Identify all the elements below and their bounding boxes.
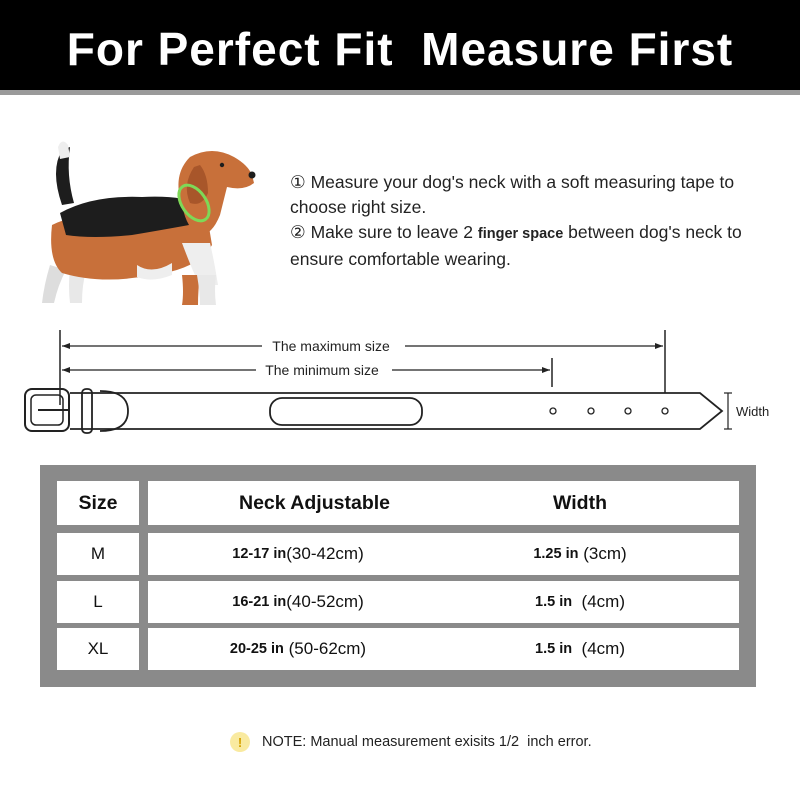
size-cell-m: M: [57, 533, 139, 575]
step-1-text: Measure your dog's neck with a soft measuring tape to choose right size.: [290, 172, 735, 217]
width-header: Width: [553, 491, 607, 514]
neck-cm-l: (40-52cm): [286, 592, 364, 611]
width-in-xl: 1.5 in: [535, 641, 573, 657]
neck-cell-xl: [148, 628, 448, 670]
width-cm-l: (4cm): [572, 592, 625, 611]
dog-illustration: [22, 135, 267, 315]
min-size-label: The minimum size: [265, 362, 379, 378]
note-text: NOTE: Manual measurement exisits 1/2 inch error.: [262, 734, 592, 750]
width-in-m: 1.25 in: [533, 546, 579, 562]
width-cell-l: [450, 581, 710, 623]
width-label: Width: [736, 404, 770, 419]
step-2-text-after: between dog's neck to ensure comfortable wearing.: [290, 222, 742, 269]
neck-header: Neck Adjustable: [148, 481, 739, 525]
neck-in-m: 12-17 in: [232, 546, 287, 562]
note: [230, 731, 592, 753]
instruction-step-2: [290, 220, 780, 272]
size-cell-l: L: [57, 581, 139, 623]
size-cell-xl: XL: [57, 628, 139, 670]
instruction-step-1: [290, 170, 780, 220]
step-1-marker: ①: [290, 172, 306, 192]
page-title: For Perfect Fit Measure First: [66, 23, 734, 75]
width-cm-xl: (4cm): [572, 639, 625, 658]
width-cell-xl: [450, 628, 710, 670]
step-2-text-before: Make sure to leave 2: [305, 222, 478, 242]
neck-in-l: 16-21 in: [232, 594, 287, 610]
neck-cm-xl: (50-62cm): [283, 639, 367, 658]
warning-icon: !: [230, 732, 250, 752]
neck-cm-m: (30-42cm): [286, 544, 364, 563]
neck-in-xl: 20-25 in: [229, 641, 284, 657]
neck-cell-m: [148, 533, 448, 575]
neck-cell-l: [148, 581, 448, 623]
instructions: [290, 170, 780, 272]
width-cell-m: [450, 533, 710, 575]
width-cm-m: (3cm): [578, 544, 627, 563]
max-size-label: The maximum size: [272, 338, 390, 354]
header-underline: [0, 90, 800, 95]
collar-diagram: [0, 325, 800, 440]
step-2-bold-text: finger space: [477, 226, 564, 242]
step-2-marker: ②: [290, 222, 306, 242]
width-in-l: 1.5 in: [535, 594, 573, 610]
size-header: Size: [57, 481, 139, 525]
